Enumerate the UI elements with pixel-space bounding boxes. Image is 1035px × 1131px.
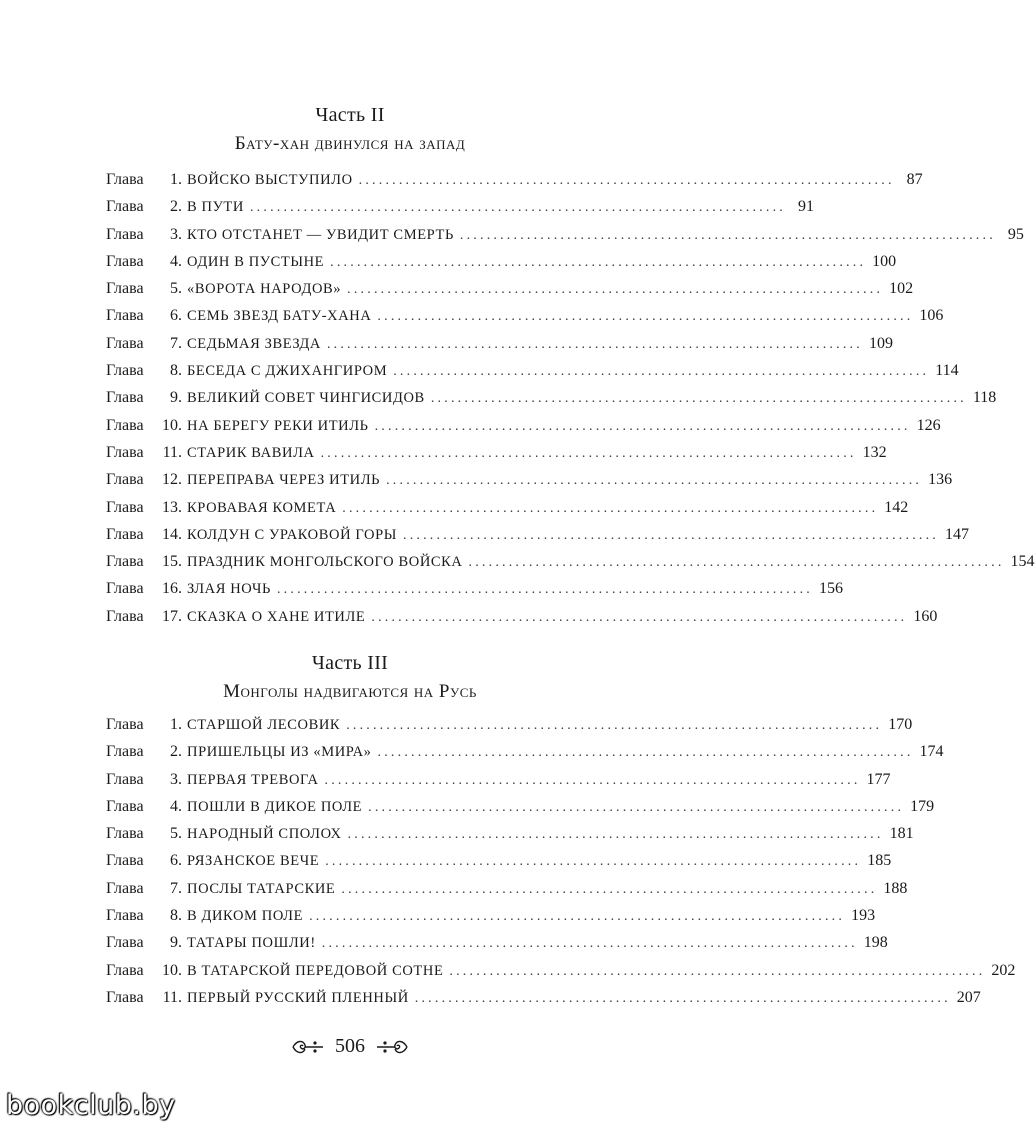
chapter-label: Глава [106,416,144,434]
chapter-label: Глава [106,743,144,761]
chapter-title: КРОВАВАЯ КОМЕТА [187,499,337,516]
part-3-subtitle: Монголы надвигаются на Русь [223,681,477,702]
chapter-number: 5. [170,825,182,843]
chapter-page: 170 [888,716,913,733]
chapter-label: Глава [106,825,144,843]
page-number: 506 [335,1035,365,1057]
chapter-title: В ТАТАРСКОЙ ПЕРЕДОВОЙ СОТНЕ [187,962,444,979]
chapter-number: 5. [170,280,182,298]
chapter-number: 8. [170,362,182,380]
chapter-label: Глава [106,362,144,380]
chapter-page: 106 [919,307,944,325]
toc-entry [106,225,1024,253]
chapter-page: 198 [863,934,888,952]
toc-entry [106,988,981,1016]
part-2-subtitle: Бату-хан двинулся на запад [234,133,466,154]
dot-leader: ................................................................................ [377,309,914,325]
chapter-number: 1. [170,171,182,188]
dot-leader: ................................................................................ [320,445,857,461]
chapter-label: Глава [106,961,144,979]
dot-leader: ................................................................................ [309,909,846,925]
chapter-label: Глава [106,252,144,270]
chapter-label: Глава [106,852,144,870]
dot-leader: ................................................................................ [249,200,786,216]
chapter-title: ПРАЗДНИК МОНГОЛЬСКОГО ВОЙСКА [187,554,463,571]
toc-entry [106,334,893,362]
part-2-title: Часть II [315,104,385,126]
toc-entry [106,471,953,498]
chapter-page: 126 [916,416,941,434]
chapter-title: ВОЙСКО ВЫСТУПИЛО [187,172,353,188]
dot-leader: ................................................................................ [347,827,884,843]
chapter-number: 6. [170,852,182,870]
chapter-title: СЕМЬ ЗВЕЗД БАТУ-ХАНА [187,308,372,325]
toc-entry [106,961,1016,989]
toc-entry [106,934,888,961]
chapter-label: Глава [106,553,144,571]
chapter-label: Глава [106,198,144,216]
toc-entry [106,743,944,770]
chapter-number: 1. [170,716,182,733]
chapter-label: Глава [106,988,144,1006]
page-footer [0,1035,700,1058]
chapter-page: 156 [818,580,843,598]
toc-entry [106,525,969,553]
toc-part-2 [106,171,1035,635]
toc-part-3 [106,716,1016,1016]
chapter-number: 9. [170,389,182,407]
chapter-title: ОДИН В ПУСТЫНЕ [187,253,325,270]
chapter-label: Глава [106,525,144,543]
chapter-title: ПРИШЕЛЬЦЫ ИЗ «МИРА» [187,744,372,761]
toc-entry [106,443,887,471]
chapter-title: ТАТАРЫ ПОШЛИ! [187,935,316,952]
chapter-number: 8. [170,907,182,925]
chapter-page: 95 [1007,225,1024,243]
chapter-number: 4. [170,252,182,270]
dot-leader: ................................................................................ [403,527,939,543]
toc-entry [106,852,892,879]
chapter-title: РЯЗАНСКОЕ ВЕЧЕ [187,853,320,870]
toc-entry [106,907,876,934]
chapter-number: 13. [162,498,182,516]
chapter-label: Глава [106,498,144,516]
chapter-title: БЕСЕДА С ДЖИХАНГИРОМ [187,363,388,380]
toc-entry [106,607,938,635]
right-ornament-icon [375,1037,409,1057]
chapter-number: 14. [162,525,182,543]
chapter-title: В ПУТИ [187,199,244,216]
toc-entry [106,389,997,416]
chapter-page: 154 [1010,553,1035,571]
chapter-title: КТО ОТСТАНЕТ — УВИДИТ СМЕРТЬ [187,226,454,243]
dot-leader: ................................................................................ [393,364,930,380]
dot-leader: ................................................................................ [321,936,858,952]
chapter-number: 12. [162,471,182,489]
chapter-title: ЗЛАЯ НОЧЬ [187,581,271,598]
chapter-title: В ДИКОМ ПОЛЕ [187,908,304,925]
dot-leader: ................................................................................ [368,799,905,815]
chapter-title: ВЕЛИКИЙ СОВЕТ ЧИНГИСИДОВ [187,390,425,407]
chapter-number: 2. [170,743,182,761]
chapter-page: 207 [956,988,981,1006]
chapter-page: 147 [945,525,969,543]
toc-entry [106,580,843,607]
toc-entry [106,198,814,225]
chapter-title: «ВОРОТА НАРОДОВ» [187,281,342,298]
chapter-title: СТАРИК ВАВИЛА [187,444,315,461]
chapter-number: 10. [162,416,182,434]
dot-leader: ................................................................................ [374,418,911,434]
chapter-page: 174 [919,743,944,761]
dot-leader: ................................................................................ [414,990,951,1006]
dot-leader: ................................................................................ [468,555,1005,571]
chapter-number: 11. [162,988,182,1006]
chapter-number: 7. [170,334,182,352]
dot-leader: ................................................................................ [325,854,862,870]
chapter-number: 4. [170,797,182,815]
chapter-title: НАРОДНЫЙ СПОЛОХ [187,826,342,843]
dot-leader: ................................................................................ [358,173,895,188]
dot-leader: ................................................................................ [346,718,883,733]
dot-leader: ................................................................................ [342,500,879,516]
toc-entry [106,770,891,798]
chapter-page: 177 [866,770,891,788]
dot-leader: ................................................................................ [341,881,878,897]
dot-leader: ................................................................................ [330,254,867,270]
dot-leader: ................................................................................ [347,282,884,298]
chapter-title: СКАЗКА О ХАНЕ ИТИЛЕ [187,608,366,625]
chapter-label: Глава [106,907,144,925]
chapter-label: Глава [106,307,144,325]
toc-entry [106,252,897,280]
chapter-page: 179 [910,797,935,815]
toc-entry [106,553,1035,580]
toc-entry [106,171,923,198]
chapter-number: 2. [170,198,182,216]
dot-leader: ................................................................................ [371,609,908,625]
dot-leader: ................................................................................ [430,391,967,407]
chapter-number: 9. [170,934,182,952]
dot-leader: ................................................................................ [326,336,863,352]
chapter-title: КОЛДУН С УРАКОВОЙ ГОРЫ [187,526,397,543]
chapter-page: 114 [935,362,959,380]
chapter-label: Глава [106,607,144,625]
toc-entry [106,416,941,444]
chapter-number: 7. [170,879,182,897]
chapter-page: 102 [889,280,914,298]
chapter-label: Глава [106,334,144,352]
chapter-number: 16. [162,580,182,598]
chapter-page: 185 [867,852,892,870]
chapter-page: 142 [884,498,909,516]
chapter-title: ПОСЛЫ ТАТАРСКИЕ [187,880,336,897]
dot-leader: ................................................................................ [324,772,861,788]
toc-entry [106,879,908,907]
chapter-page: 188 [883,879,908,897]
chapter-label: Глава [106,770,144,788]
chapter-number: 11. [162,443,182,461]
chapter-label: Глава [106,580,144,598]
chapter-title: СТАРШОЙ ЛЕСОВИК [187,717,341,733]
chapter-page: 109 [868,334,893,352]
chapter-title: СЕДЬМАЯ ЗВЕЗДА [187,335,321,352]
chapter-label: Глава [106,471,144,489]
dot-leader: ................................................................................ [377,745,914,761]
chapter-title: ПЕРЕПРАВА ЧЕРЕЗ ИТИЛЬ [187,472,381,489]
chapter-page: 132 [862,443,887,461]
chapter-label: Глава [106,934,144,952]
chapter-title: ПЕРВЫЙ РУССКИЙ ПЛЕННЫЙ [187,989,409,1006]
dot-leader: ................................................................................ [276,582,813,598]
left-ornament-icon [291,1037,325,1057]
toc-entry [106,307,944,334]
chapter-page: 87 [906,171,923,188]
chapter-page: 100 [872,252,897,270]
chapter-label: Глава [106,225,144,243]
toc-entry [106,716,913,743]
chapter-title: ПЕРВАЯ ТРЕВОГА [187,771,319,788]
chapter-label: Глава [106,716,144,733]
chapter-page: 118 [972,389,997,407]
toc-entry [106,280,914,307]
chapter-page: 202 [991,961,1016,979]
toc-entry [106,498,909,526]
chapter-label: Глава [106,879,144,897]
toc-entry [106,362,959,389]
chapter-title: ПОШЛИ В ДИКОЕ ПОЛЕ [187,798,363,815]
chapter-page: 91 [797,198,814,216]
toc-entry [106,797,935,825]
chapter-page: 160 [913,607,938,625]
chapter-number: 3. [170,225,182,243]
chapter-page: 136 [928,471,953,489]
dot-leader: ................................................................................ [386,473,923,489]
chapter-number: 3. [170,770,182,788]
part-3-title: Часть III [311,652,389,674]
chapter-number: 17. [162,607,182,625]
dot-leader: ................................................................................ [459,227,996,243]
chapter-number: 10. [162,961,182,979]
chapter-label: Глава [106,171,144,188]
toc-entry [106,825,914,852]
chapter-page: 181 [889,825,914,843]
chapter-number: 15. [162,553,182,571]
chapter-label: Глава [106,797,144,815]
chapter-number: 6. [170,307,182,325]
dot-leader: ................................................................................ [449,963,986,979]
chapter-label: Глава [106,280,144,298]
chapter-label: Глава [106,389,144,407]
chapter-page: 193 [851,907,876,925]
chapter-label: Глава [106,443,144,461]
chapter-title: НА БЕРЕГУ РЕКИ ИТИЛЬ [187,417,369,434]
watermark: bookclub.by [6,1090,176,1121]
